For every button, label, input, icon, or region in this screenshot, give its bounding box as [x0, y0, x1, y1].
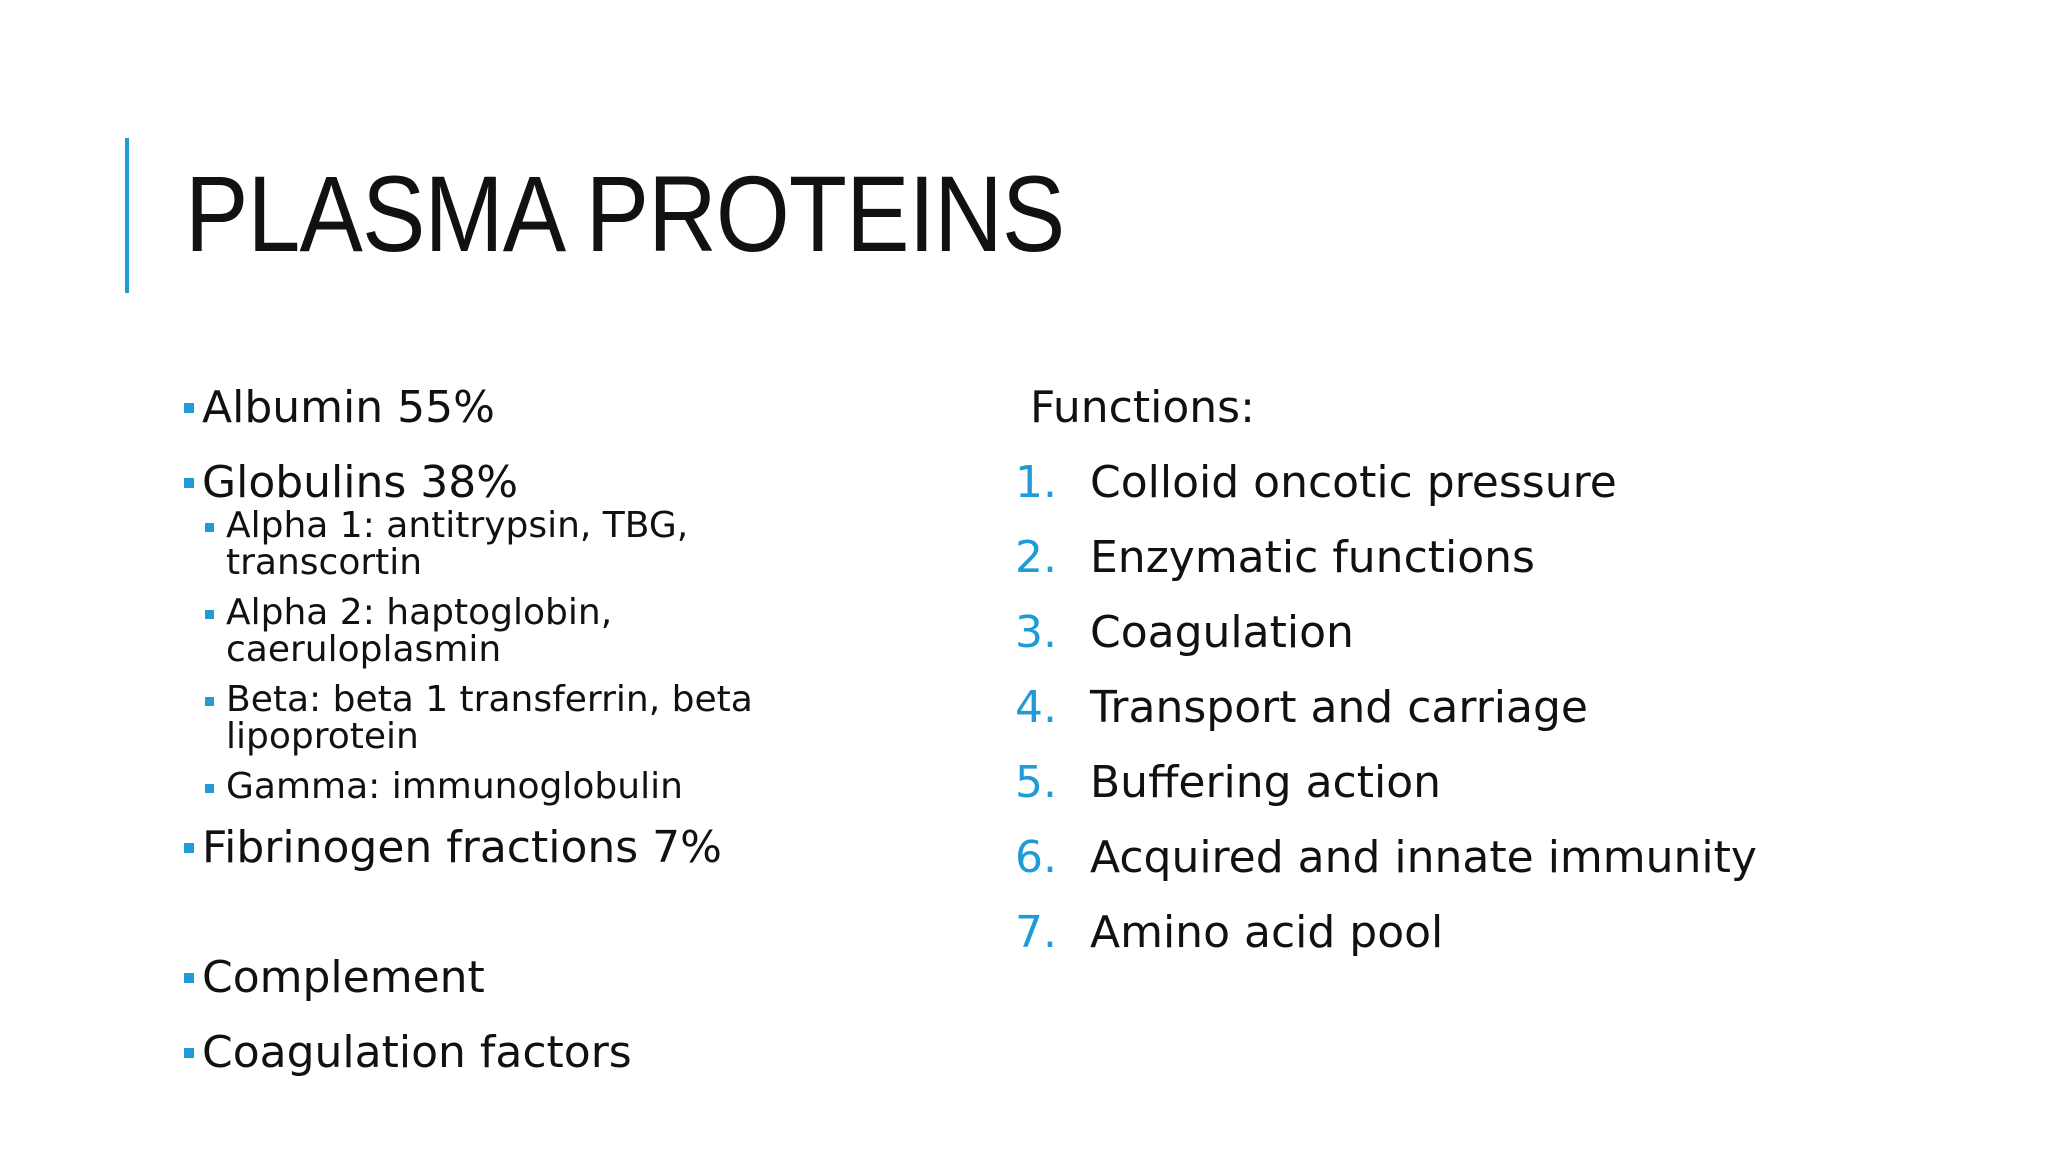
sub-list-item-label: Alpha 2: haptoglobin, caeruloplasmin	[226, 592, 613, 670]
sub-list-item	[180, 681, 786, 755]
sub-list-item-label: Beta: beta 1 transferrin, beta lipoprotein	[226, 679, 753, 757]
function-label: Colloid oncotic pressure	[1090, 457, 1617, 508]
function-number: 3.	[1015, 607, 1057, 658]
function-item	[1015, 603, 2015, 663]
function-number: 4.	[1015, 682, 1057, 733]
list-item-label: Coagulation factors	[202, 1027, 632, 1078]
sub-list-item	[180, 507, 786, 581]
function-number: 1.	[1015, 457, 1057, 508]
list-item-fibrinogen	[180, 818, 980, 878]
square-bullet-icon	[184, 478, 194, 488]
globulin-sub-list	[180, 507, 980, 805]
functions-heading: Functions:	[1030, 382, 1255, 433]
functions-list	[1015, 378, 2015, 963]
list-item-globulins	[180, 453, 980, 513]
function-item	[1015, 828, 2015, 888]
function-item	[1015, 903, 2015, 963]
list-item-coagulation-factors	[180, 1023, 980, 1083]
function-number: 7.	[1015, 907, 1057, 958]
sub-list-item-label: Gamma: immunoglobulin	[226, 766, 683, 807]
sub-list-item	[180, 768, 786, 805]
function-item	[1015, 453, 2015, 513]
square-bullet-icon	[184, 1048, 194, 1058]
list-item-label: Fibrinogen fractions 7%	[202, 822, 722, 873]
square-bullet-icon	[184, 843, 194, 853]
function-label: Coagulation	[1090, 607, 1354, 658]
square-bullet-icon	[184, 973, 194, 983]
list-item-label: Albumin 55%	[202, 382, 495, 433]
square-bullet-icon	[184, 403, 194, 413]
sub-list-item-label: Alpha 1: antitrypsin, TBG, transcortin	[226, 505, 689, 583]
title-accent-bar	[125, 138, 129, 293]
square-bullet-icon	[205, 784, 214, 793]
sub-list-item	[180, 594, 786, 668]
slide-title: PLASMA PROTEINS	[185, 153, 1065, 274]
square-bullet-icon	[205, 610, 214, 619]
function-number: 2.	[1015, 532, 1057, 583]
function-number: 6.	[1015, 832, 1057, 883]
function-label: Acquired and innate immunity	[1090, 832, 1757, 883]
function-item	[1015, 528, 2015, 588]
function-number: 5.	[1015, 757, 1057, 808]
function-item	[1015, 678, 2015, 738]
function-label: Transport and carriage	[1090, 682, 1588, 733]
square-bullet-icon	[205, 697, 214, 706]
function-label: Enzymatic functions	[1090, 532, 1535, 583]
list-item-label: Globulins 38%	[202, 457, 519, 508]
list-item-albumin	[180, 378, 980, 438]
square-bullet-icon	[205, 523, 214, 532]
spacer	[180, 878, 980, 948]
function-item	[1015, 753, 2015, 813]
function-label: Amino acid pool	[1090, 907, 1444, 958]
function-label: Buffering action	[1090, 757, 1442, 808]
list-item-complement	[180, 948, 980, 1008]
protein-list	[180, 378, 980, 1083]
list-item-label: Complement	[202, 952, 485, 1003]
